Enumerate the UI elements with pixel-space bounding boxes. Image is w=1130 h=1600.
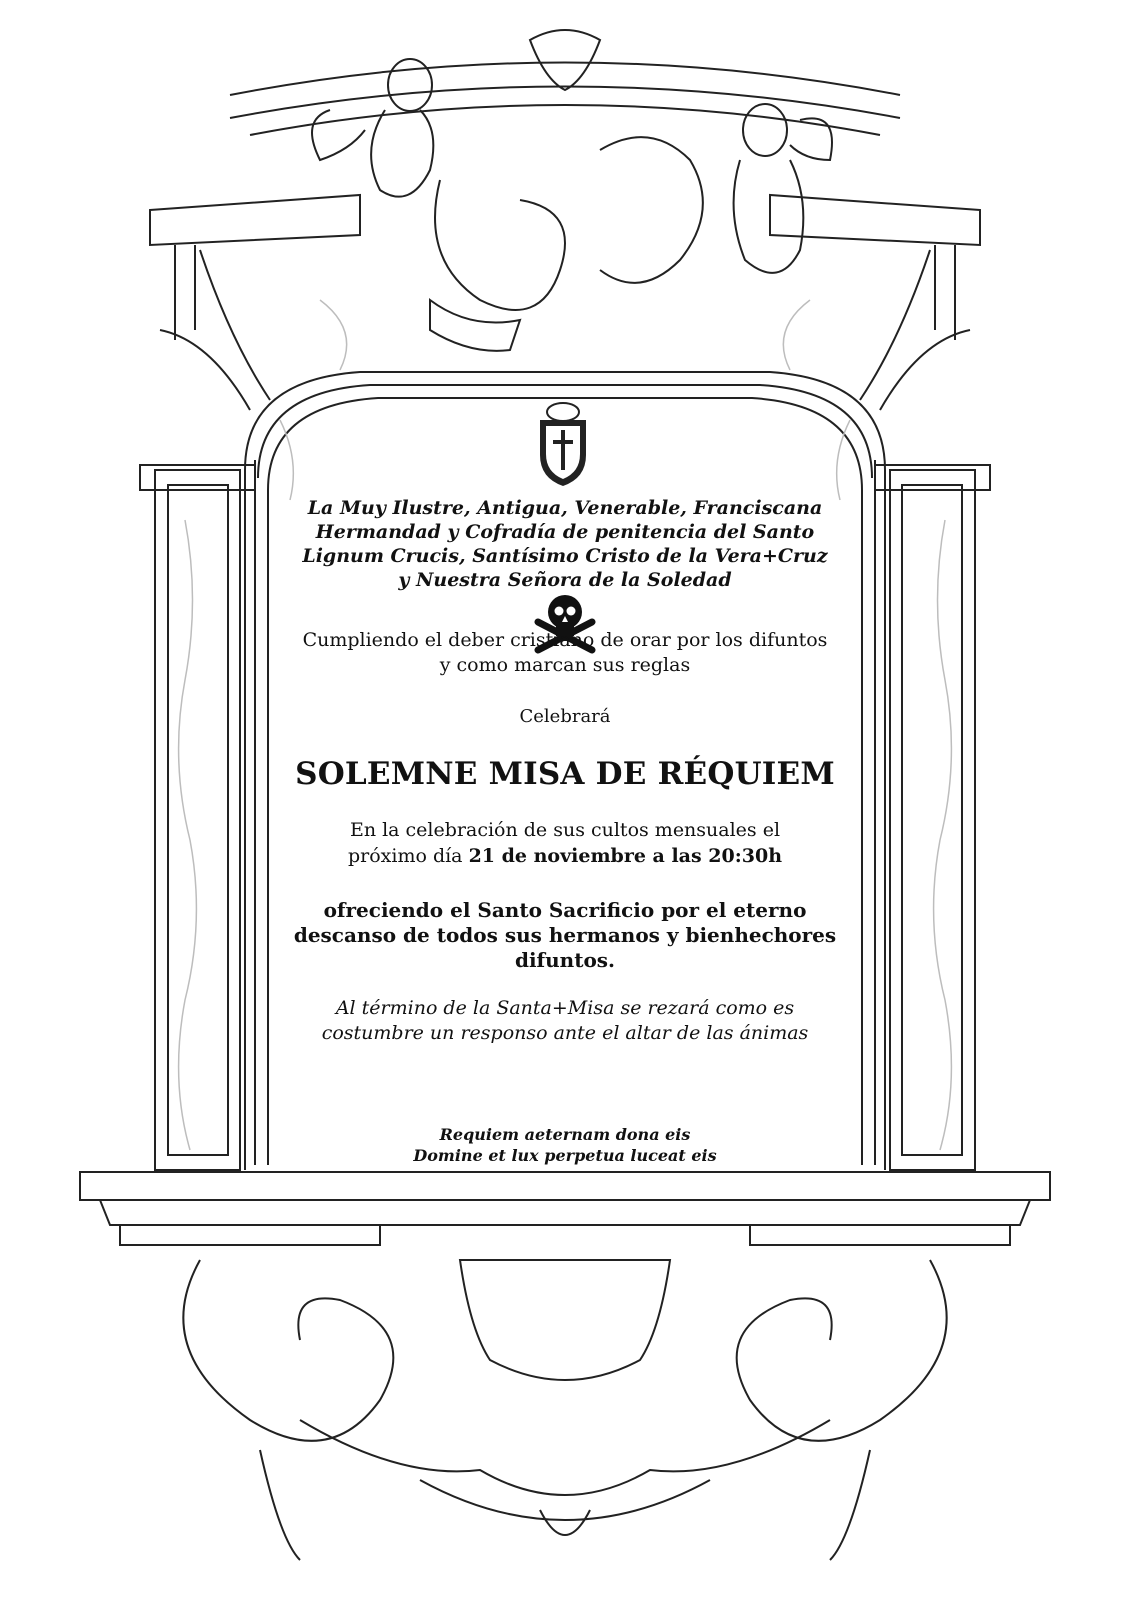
mass-title: SOLEMNE MISA DE RÉQUIEM xyxy=(295,756,835,792)
brotherhood-crest-icon xyxy=(540,403,586,486)
left-ornament-vine xyxy=(179,520,197,1150)
celebrara-text: Celebrará xyxy=(519,706,611,727)
termino-line: costumbre un responso ante el altar de las ánimas xyxy=(321,1022,809,1044)
top-finial xyxy=(530,30,600,90)
right-scroll xyxy=(737,1260,947,1441)
heading-line: Hermandad y Cofradía de penitencia del Santo xyxy=(315,521,815,543)
termino-line: Al término de la Santa+Misa se rezará como es xyxy=(335,997,795,1019)
date-highlight: 21 de noviembre a las 20:30h xyxy=(468,845,783,867)
top-scroll xyxy=(435,180,565,310)
cherub-left-head xyxy=(388,59,432,111)
offer-line: descanso de todos sus hermanos y bienhechores xyxy=(293,923,837,947)
base-cornice xyxy=(80,1172,1050,1200)
date-line xyxy=(255,843,875,869)
right-ornament-vine xyxy=(934,520,952,1150)
date-paragraph xyxy=(255,817,875,869)
latin-line: Requiem aeternam dona eis xyxy=(439,1125,691,1144)
intro-line: Cumpliendo el deber cristiano de orar por los difuntos xyxy=(302,629,828,651)
heading-line: y Nuestra Señora de la Soledad xyxy=(398,569,732,591)
left-scroll xyxy=(183,1260,393,1441)
latin-line: Domine et lux perpetua luceat eis xyxy=(413,1146,717,1165)
date-prefix: próximo día xyxy=(347,845,463,867)
bottom-cartouche xyxy=(460,1260,670,1380)
heading-line: La Muy Ilustre, Antigua, Venerable, Franciscana xyxy=(307,497,823,519)
brotherhood-heading xyxy=(255,496,875,592)
offering-paragraph xyxy=(255,898,875,973)
latin-prayer xyxy=(255,1124,875,1166)
cherub-right-head xyxy=(743,104,787,156)
offer-line: ofreciendo el Santo Sacrificio por el eterno xyxy=(323,898,807,922)
heading-line: Lignum Crucis, Santísimo Cristo de la Vera+Cruz xyxy=(302,545,828,567)
intro-paragraph xyxy=(255,628,875,678)
offer-line: difuntos. xyxy=(514,948,616,972)
left-upper-block xyxy=(150,195,360,245)
intro-line: y como marcan sus reglas xyxy=(439,654,691,676)
responso-paragraph xyxy=(255,996,875,1046)
date-line: En la celebración de sus cultos mensuales el xyxy=(349,819,781,841)
